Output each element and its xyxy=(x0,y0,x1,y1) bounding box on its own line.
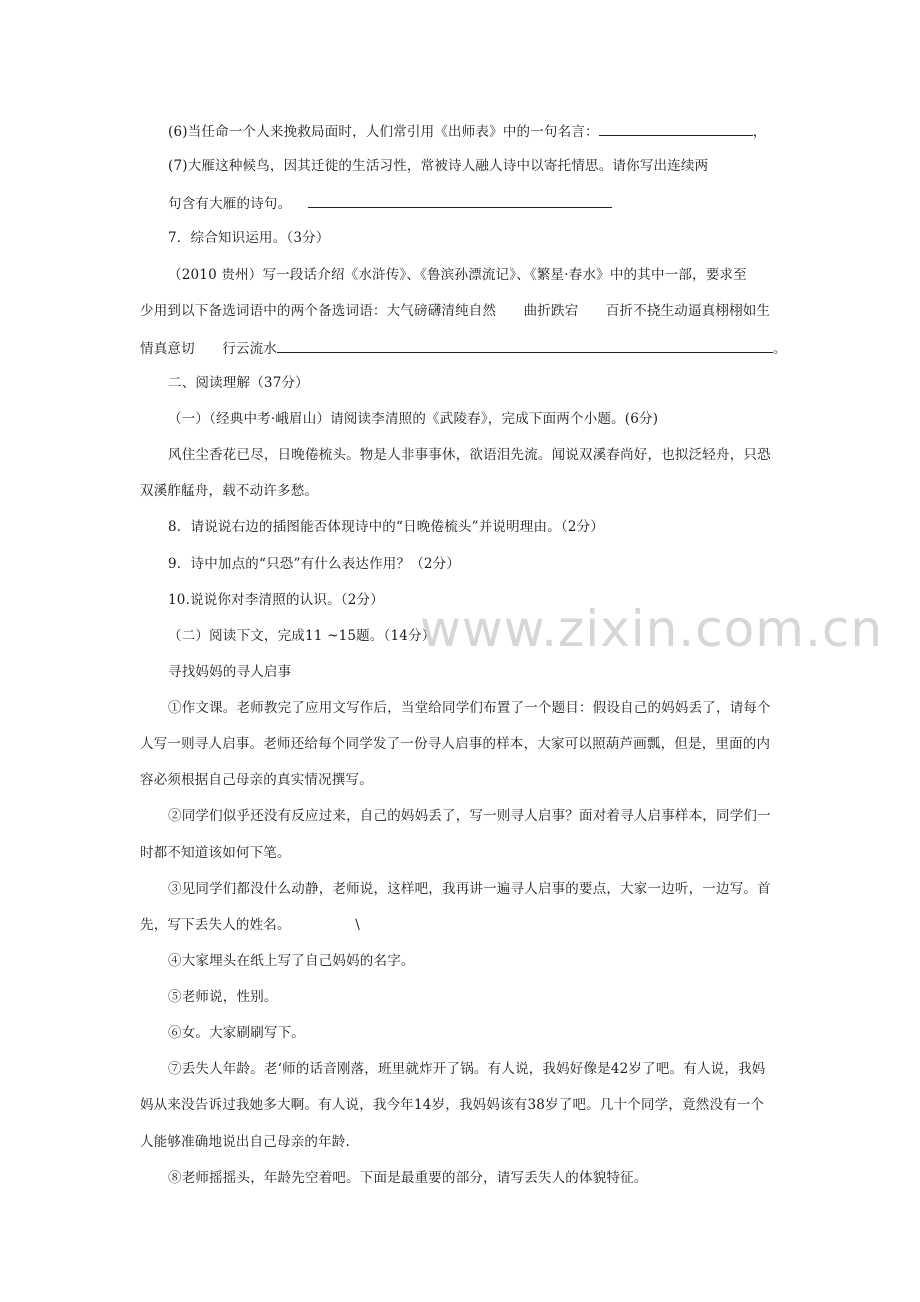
question-6-7-line1: (7)大雁这种候鸟，因其迁徙的生活习性，常被诗人融人诗中以寄托情思。请你写出连续两 xyxy=(168,158,709,174)
watermark: www.zixin.com.cn xyxy=(420,600,884,658)
question-9: 9．诗中加点的“只恐”有什么表达作用？（2分） xyxy=(168,556,461,572)
paragraph-7-line2: 妈从来没告诉过我她多大啊。有人说，我今年14岁，我妈妈该有38岁了吧。几十个同学，竟然没有一个 xyxy=(140,1097,765,1113)
section-2-heading: 二、阅读理解（37分） xyxy=(168,375,309,391)
paragraph-4: ④大家埋头在纸上写了自己妈妈的名字。 xyxy=(168,953,415,969)
poem-line2: 双溪舴艋舟，载不动许多愁。 xyxy=(140,483,319,499)
question-6-7-line2 xyxy=(168,193,790,213)
reading-part-1: （一）（经典中考·峨眉山）请阅读李清照的《武陵春》，完成下面两个小题。(6分) xyxy=(168,411,659,427)
punctuation: ， xyxy=(752,124,767,140)
question-6-6 xyxy=(168,121,790,141)
paragraph-3-line2 xyxy=(140,916,790,934)
reading-part-2: （二）阅读下文，完成11 ~15题。（14分） xyxy=(168,628,436,644)
paragraph-7-line3: 人能够准确地说出自己母亲的年龄. xyxy=(140,1134,350,1150)
question-7-line2: 少用到以下备选词语中的两个备选词语：大气磅礴清纯自然 曲折跌宕 百折不挠生动逼真栩栩如生 xyxy=(140,303,771,319)
question-7-line3 xyxy=(140,338,790,358)
answer-blank[interactable] xyxy=(599,121,753,136)
stray-mark: \ xyxy=(355,917,360,933)
question-8: 8．请说说右边的插图能否体现诗中的“日晚倦梳头”并说明理由。（2分） xyxy=(168,519,605,535)
paragraph-3-line1: ③见同学们都没什么动静，老师说，这样吧，我再讲一遍寻人启事的要点，大家一边听，一边写。首 xyxy=(168,881,771,897)
paragraph-1-line2: 人写一则寻人启事。老师还给每个同学发了一份寻人启事的样本，大家可以照葫芦画瓢，但是，里面的内 xyxy=(140,736,771,752)
punctuation: 。 xyxy=(773,341,787,357)
paragraph-1-line3: 容必须根据自己母亲的真实情况撰写。 xyxy=(140,772,373,788)
paragraph-text: 先，写下丢失人的姓名。 xyxy=(140,917,291,933)
paragraph-2-line1: ②同学们似乎还没有反应过来，自己的妈妈丢了，写一则寻人启事？面对着寻人启事样本，同学们一 xyxy=(168,808,771,824)
paragraph-5: ⑤老师说，性别。 xyxy=(168,989,278,1005)
paragraph-1-line1: ①作文课。老师教完了应用文写作后，当堂给同学们布置了一个题目：假设自己的妈妈丢了，请每个 xyxy=(168,700,771,716)
question-text: 句含有大雁的诗句。 xyxy=(168,196,292,212)
answer-blank[interactable] xyxy=(308,193,612,208)
question-7-line1: （2010 贵州）写一段话介绍《水浒传》、《鲁滨孙漂流记》、《繁星·春水》中的其中一部，要求至 xyxy=(168,267,747,283)
question-text: (6)当任命一个人来挽救局面时，人们常引用《出师表》中的一句名言： xyxy=(168,124,599,140)
paragraph-7-line1: ⑦丢失人年龄。老‘师的话音刚落，班里就炸开了锅。有人说，我妈好像是42岁了吧。有人说，我妈 xyxy=(168,1061,766,1077)
question-10: 10.说说你对李清照的认识。（2分） xyxy=(168,592,384,608)
question-7-title: 7．综合知识运用。（3分） xyxy=(168,230,330,246)
poem-line1: 风住尘香花已尽，日晚倦梳头。物是人非事事休，欲语泪先流。闻说双溪春尚好，也拟泛轻舟，只恐 xyxy=(168,447,771,463)
article-title: 寻找妈妈的寻人启事 xyxy=(168,664,292,680)
answer-blank[interactable] xyxy=(277,338,773,353)
paragraph-6: ⑥女。大家刷刷写下。 xyxy=(168,1025,305,1041)
paragraph-2-line2: 时都不知道该如何下笔。 xyxy=(140,845,291,861)
paragraph-8: ⑧老师摇摇头，年龄先空着吧。下面是最重要的部分，请写丢失人的体貌特征。 xyxy=(168,1170,648,1186)
question-text: 情真意切 行云流水 xyxy=(140,341,277,357)
